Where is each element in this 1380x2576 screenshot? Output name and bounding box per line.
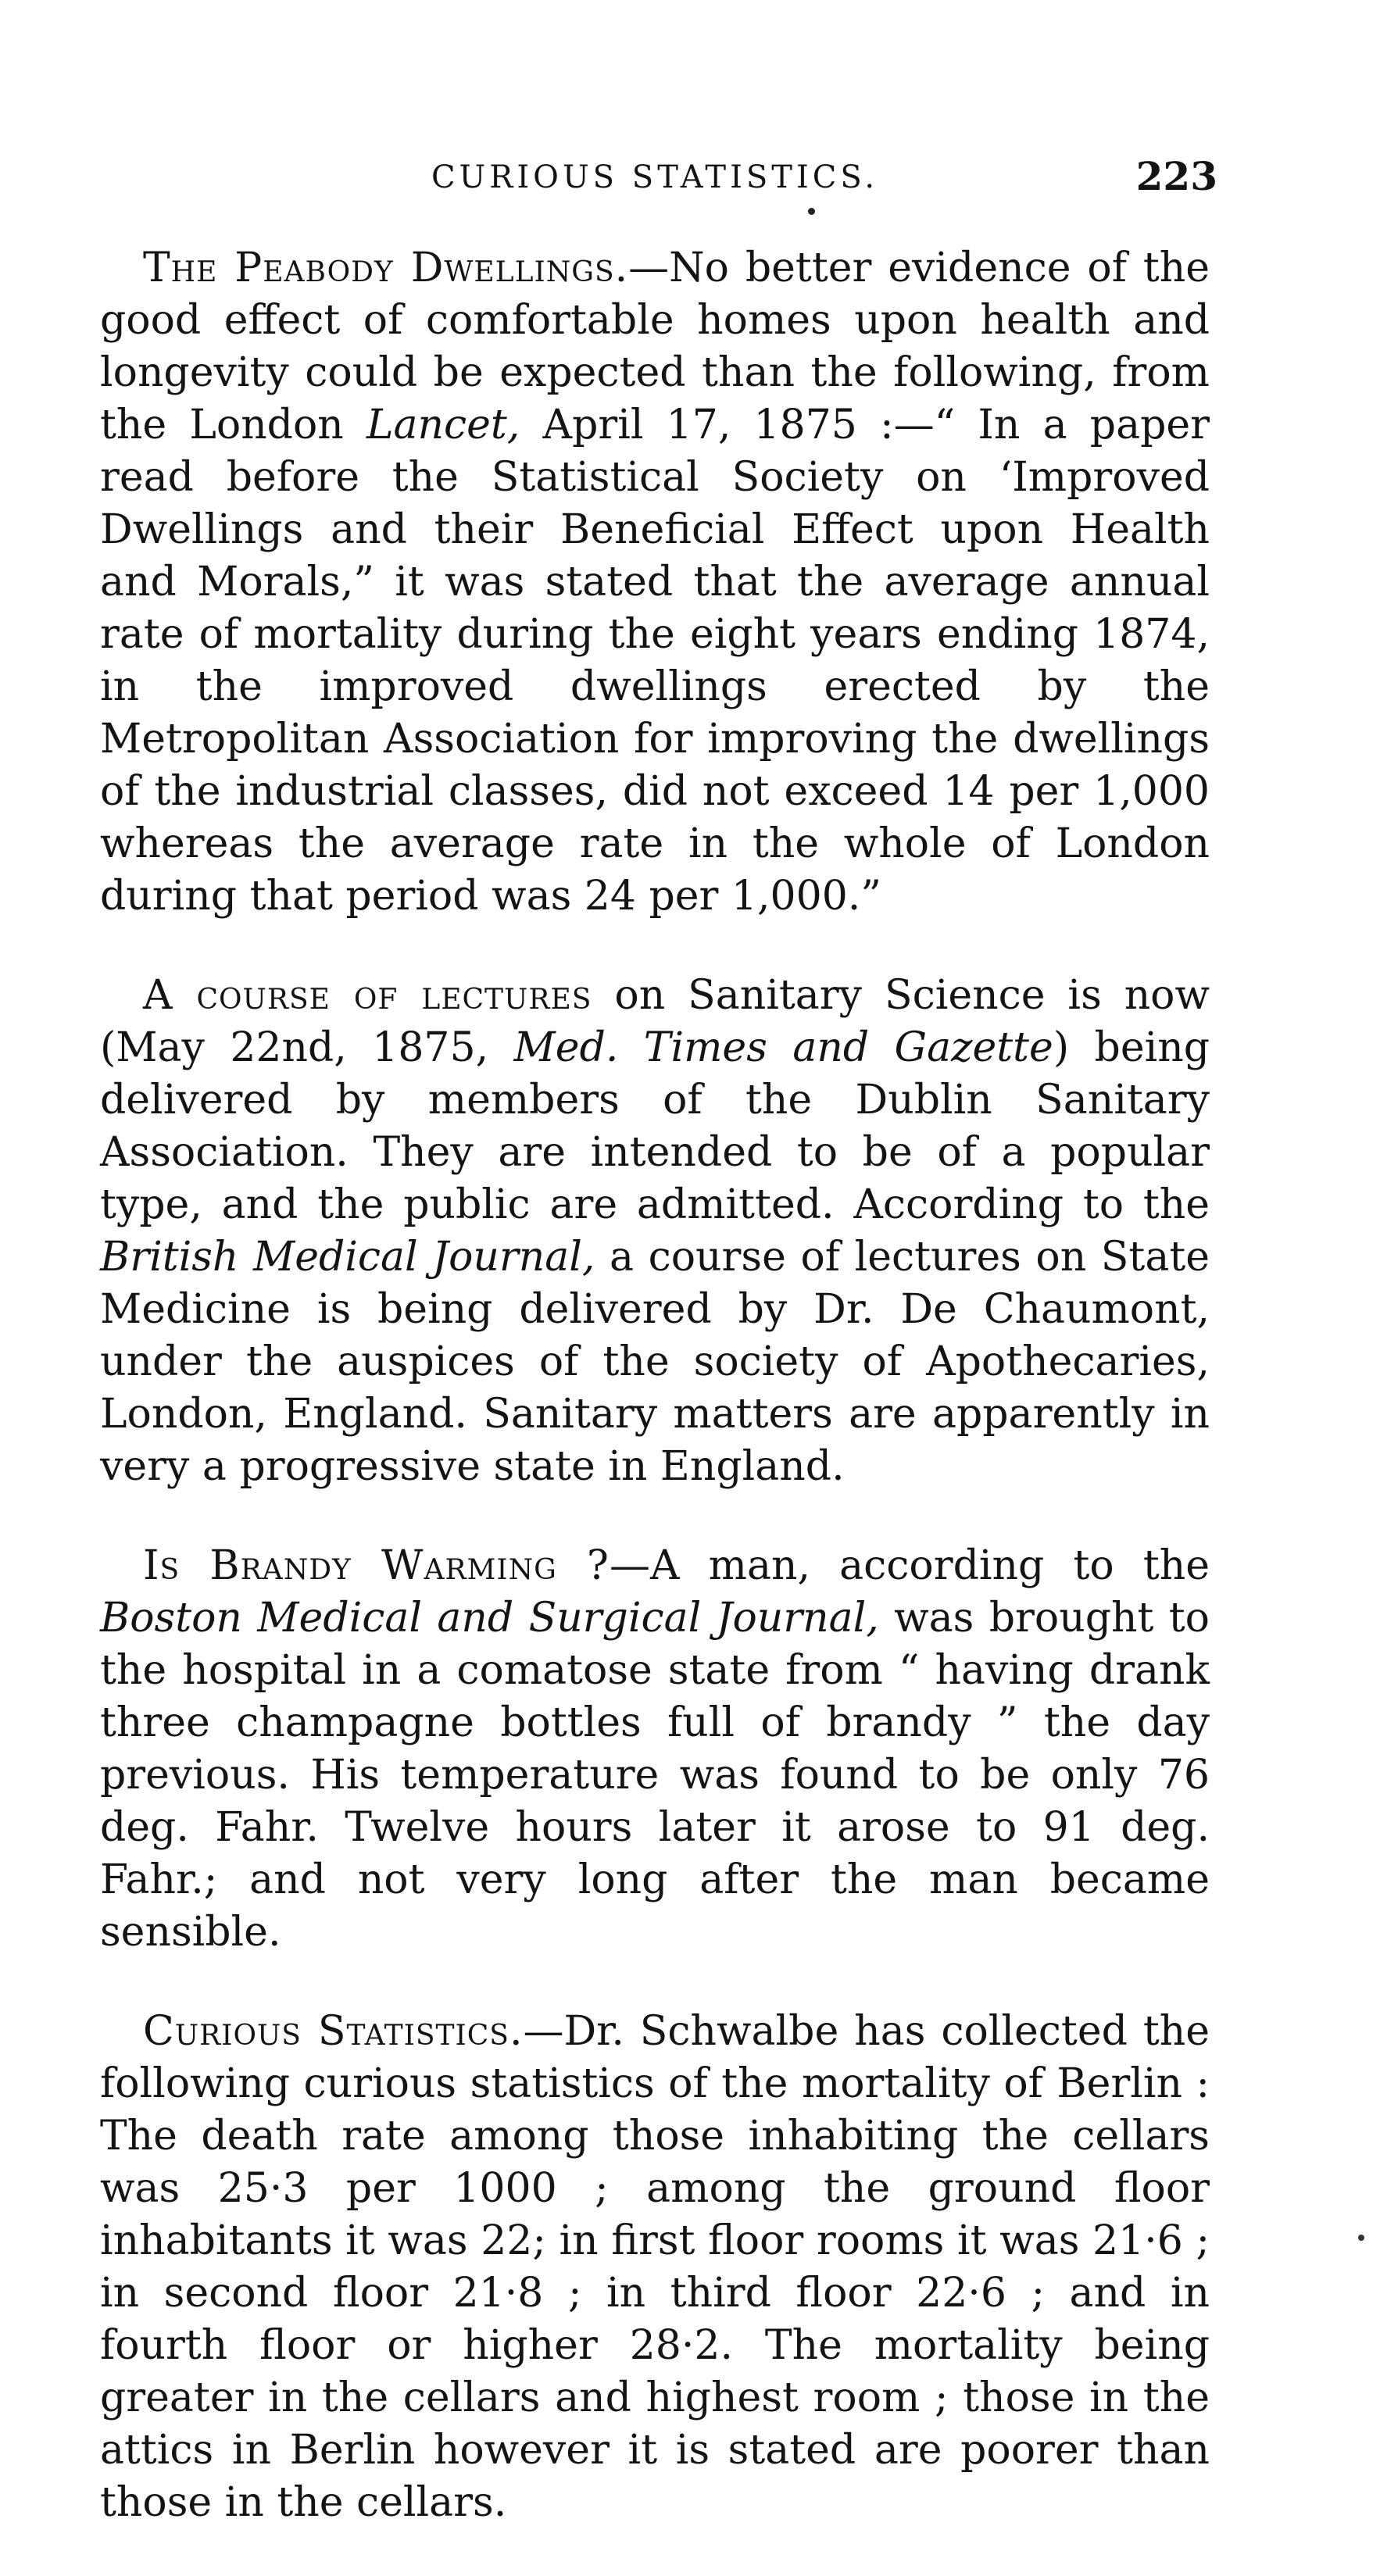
italic-title: British Medical Journal,: [100, 1234, 595, 1281]
running-title: CURIOUS STATISTICS.: [431, 159, 879, 195]
paragraph-lead: Curious Statistics.: [143, 2008, 524, 2055]
paragraph-peabody-dwellings: [100, 242, 1210, 923]
paragraph-lead: A course of lectures: [143, 972, 592, 1019]
paragraph-text: April 17, 1875 :—“ In a paper read before the Statistical Society on ‘Improved Dwellings and their Beneficial Effect upon Health and Morals,” it was stated that the average annual rate of mortality during the eight years ending 1874, in the improved dwellings erected by the Metropolitan Association for improving the dwellings of the industrial classes, did not exceed 14 per 1,000 whereas the average rate in the whole of London during that period was 24 per 1,000.”: [100, 402, 1210, 920]
paragraph-text: —Dr. Schwalbe has collected the following curious statistics of the mortality of Berlin : The death rate among those inhabiting the cellars was 25·3 per 1000 ; among the ground floor inhabitants it was 22; in first floor rooms it was 21·6 ; in second floor 21·8 ; in third floor 22·6 ; and in fourth floor or higher 28·2. The mortality being greater in the cellars and highest room ; those in the attics in Berlin however it is stated are poorer than those in the cellars.: [100, 2008, 1210, 2526]
print-speck: [1358, 2235, 1364, 2241]
running-head: [100, 148, 1217, 211]
book-page: [100, 148, 1217, 2576]
paragraph-text: ) being delivered by members of the Dublin Sanitary Association. They are intended to be of a popular type, and the public are admitted. According to the: [100, 1024, 1210, 1228]
italic-title: Lancet,: [366, 402, 520, 448]
page-number: 223: [1135, 153, 1217, 199]
italic-title: Boston Medical and Surgical Journal,: [100, 1595, 879, 1642]
print-speck: [808, 208, 815, 215]
italic-title: Med. Times and Gazette: [513, 1024, 1053, 1071]
paragraph-brandy-warming: [100, 1540, 1210, 1959]
paragraph-text: was brought to the hospital in a comatose state from “ having drank three champagne bottles full of brandy ” the day previous. His temperature was found to be only 76 deg. Fahr. Twelve hours later it arose to 91 deg. Fahr.; and not very long after the man became sensible.: [100, 1595, 1210, 1956]
paragraph-text: on Sanitary Science is now (May 22nd, 1875,: [100, 972, 1210, 1071]
paragraph-curious-statistics: [100, 2006, 1210, 2529]
paragraph-course-of-lectures: [100, 970, 1210, 1493]
paragraph-lead: Is Brandy Warming ?: [143, 1542, 610, 1589]
paragraph-text: —A man, according to the: [609, 1542, 1210, 1589]
paragraph-lead: The Peabody Dwellings.: [143, 245, 629, 291]
paragraph-text: —No better evidence of the good effect of comfortable homes upon health and longevity could be expected than the following, from the London: [100, 245, 1210, 448]
paragraph-text: a course of lectures on State Medicine is being delivered by Dr. De Chaumont, under the auspices of the society of Apothecaries, London, England. Sanitary matters are apparently in very a progressive state in England.: [100, 1234, 1210, 1490]
